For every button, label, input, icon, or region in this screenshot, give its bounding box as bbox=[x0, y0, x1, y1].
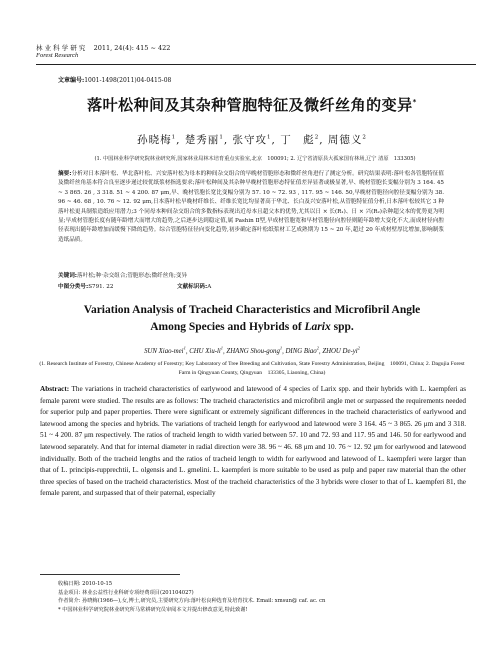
title-cn-text: 落叶松种间及其杂种管胞特征及微纤丝角的变异 bbox=[87, 96, 413, 114]
author-en: DING Biao$^2$ bbox=[285, 346, 319, 356]
title-cn-mark: * bbox=[412, 98, 417, 106]
author-cn: 楚秀丽$^1$ bbox=[184, 134, 224, 146]
doc-code-value: A bbox=[207, 284, 212, 290]
title-en-line2: Among Species and Hybrids of Larix spp. bbox=[150, 321, 354, 333]
keywords-cn bbox=[58, 272, 187, 281]
author-cn: 张守攻$^1$ bbox=[232, 134, 272, 146]
affiliation-en: (1. Research Institute of Forestry, Chinese Academy of Forestry; Key Laboratory of Tree Breeding and Cultivation, State Forestry Administration, Beijing 100091, China; 2. Dagujia Forest Farm in Qingyuan County, Qingyuan 133305, Liaoning, China) bbox=[39, 361, 465, 376]
abstract-cn bbox=[58, 170, 444, 245]
footnote-acknowledgement: * 中国林业科学研究院林业研究所马常耕研究员审阅本文并提出修改意见,特此致谢! bbox=[58, 606, 248, 613]
author-cn: 周德义$^2$ bbox=[327, 134, 367, 146]
affiliation-cn: (1. 中国林业科学研究院林业研究所,国家林业局林木培育重点实验室,北京 100091; 2. 辽宁省清原县大孤家国有林场,辽宁 清原 133305) bbox=[94, 156, 416, 162]
classification-cn bbox=[58, 282, 211, 290]
article-number-label: 文章编号: bbox=[58, 77, 85, 84]
clc-label: 中图分类号: bbox=[58, 284, 89, 290]
running-header bbox=[36, 44, 170, 60]
header-rule bbox=[36, 64, 476, 65]
author-cn: 孙晓梅$^1$ bbox=[137, 134, 177, 146]
footnotes bbox=[58, 580, 478, 614]
footnote-author-bio: 作者简介: 孙晓梅(1966—),女,博士,研究员,主要研究方向:落叶松良种选育及培育技术. Email: xmsun@ caf. ac. cn bbox=[58, 598, 326, 605]
author-en: SUN Xiao-mei$^1$ bbox=[144, 346, 186, 356]
title-en-line1: Variation Analysis of Tracheid Characteristics and Microfibril Angle bbox=[83, 304, 421, 316]
abstract-en-label: Abstract: bbox=[40, 385, 70, 393]
article-number bbox=[58, 75, 171, 84]
authors-cn: 孙晓梅$^1$, 楚秀丽$^1$, 张守攻$^1$, 丁 彪$^2$, 周德义$^2$ bbox=[137, 134, 367, 146]
article-number-value: 1001-1498(2011)04-0415-08 bbox=[84, 77, 172, 84]
author-en: ZHOU $De-yi^2$ bbox=[322, 346, 360, 356]
author-en: CHU Xiu-$li^1$ bbox=[189, 346, 224, 356]
footnote-received: 收稿日期: 2010-10-15 bbox=[58, 581, 113, 587]
title-cn bbox=[0, 94, 504, 115]
keywords-cn-label: 关键词: bbox=[58, 273, 78, 279]
title-en bbox=[0, 302, 504, 336]
journal-issue: 2011, 24(4): 415 ~ 422 bbox=[93, 44, 171, 52]
clc-value: S791. 22 bbox=[88, 284, 114, 290]
abstract-cn-text: 分析对日本落叶松、华北落叶松、兴安落叶松为母本的种间杂交组合的早晚材管胞形态和微纤丝角进行了测定分析。研究结果表明:落叶松各管胞特征值及微纤丝角基本符合良至逐步递过较优纸浆材指选要求;落叶松种间及其杂种早晚材管胞形态特征值差异显著或极显著,早、晚材管胞长变幅分别为 3 164. 45 ~ 3 865. 26 , 3 318. 51 ~ 4 200. 87 μm,早、晚材管胞长宽比变幅分别为 57. 10 ~ 72. 93 , 117. 95 ~ 146. 50,早晚材管胞径向腔径变幅分别为 38. 96 ~ 46. 68 , 10. 76 ~ 12. 92 μm,日本落叶松早晚材纤维长、纤维长宽比均显著高于华北、长白及兴安落叶松,从管胞特征值分析,日本落叶松较其它 3 种落叶松更具制浆造纸应用潜力;3 个同母本种间杂交组合的多数指标表现出近母本且超父本的优势,尤其以日 × 长(R₁)、日 × 兴(R₂)杂种超父本的优势更为明显;早成材管胞长度有随年龄增大而增大的趋势,之后逐步达到稳定值,属 Pashin Ⅱ型,早成材管胞宽和早材管胞径向腔径则随年龄增大变化不大,而成材径向腔径表现出随年龄增加而缓慢下降的趋势。综合管胞特征径向变化趋势,初步确定落叶松纸浆材工艺成熟期为 15 ~ 20 年,超过 20 年成材壁厚比增加,影响制浆造纸品质。 bbox=[58, 171, 444, 243]
abstract-en bbox=[40, 384, 466, 500]
journal-name-cn: 林 业 科 学 研 究 bbox=[36, 44, 86, 52]
abstract-cn-label: 摘要: bbox=[58, 171, 72, 177]
keywords-cn-text: 落叶松;种·杂交组合;管胞形态;微纤丝角;变异 bbox=[77, 273, 188, 279]
abstract-en-text: The variations in tracheid characteristics of earlywood and latewood of 4 species of Larix spp. and their hybrids with L. kaempferi as female parent were studied. The results are as follows: The tracheid characteristics and microfibril angle met or surpassed the requirements needed for superior pulp and paper properties. There were significant or extremely significant differences in the tracheid characteristics of earlywood and latewood among the species and hybrids. The variations of tracheid length for earlywood and latewood were 3 164. 45 ~ 3 865. 26 μm and 3 318. 51 ~ 4 200. 87 μm respectively. The ratios of tracheid length to width varied between 57. 10 and 72. 93 and 117. 95 and 146. 50 for earlywood and latewood separately. And that for internal diameter in radial direction were 38. 96 ~ 46. 68 μm and 10. 76 ~ 12. 92 μm for earlywood and latewood individually. Both of the tracheid lengths and the ratios of tracheid length to width for earlywood and latewood of L. kaempferi were larger than that of L. principis-rupprechtii, L. olgensis and L. gmelini. L. kaempferi is more suitable to be used as pulp and paper raw material than the other three species of based on the tracheid characteristics. Most of the tracheid characteristics of the 3 hybrids were closer to that of L. kaempferi 81, the female parent, and surpassed that of their paternal, especially bbox=[40, 385, 467, 498]
author-cn: 丁 彪$^2$ bbox=[280, 134, 320, 146]
journal-name-en: Forest Research bbox=[36, 52, 79, 59]
footnote-rule bbox=[40, 574, 180, 575]
doc-code-label: 文献标识码: bbox=[176, 284, 208, 290]
footnote-funding: 基金项目: 林业公益性行业科研专项经费项目(201104027) bbox=[58, 589, 194, 596]
author-en: ZHANG Shou-gong$^1$ bbox=[226, 346, 283, 356]
authors-en: SUN Xiao-mei$^1$, CHU Xiu-$li^1$, ZHANG Shou-gong$^1$, DING Biao$^2$, ZHOU $De-yi^2$ bbox=[144, 346, 360, 356]
